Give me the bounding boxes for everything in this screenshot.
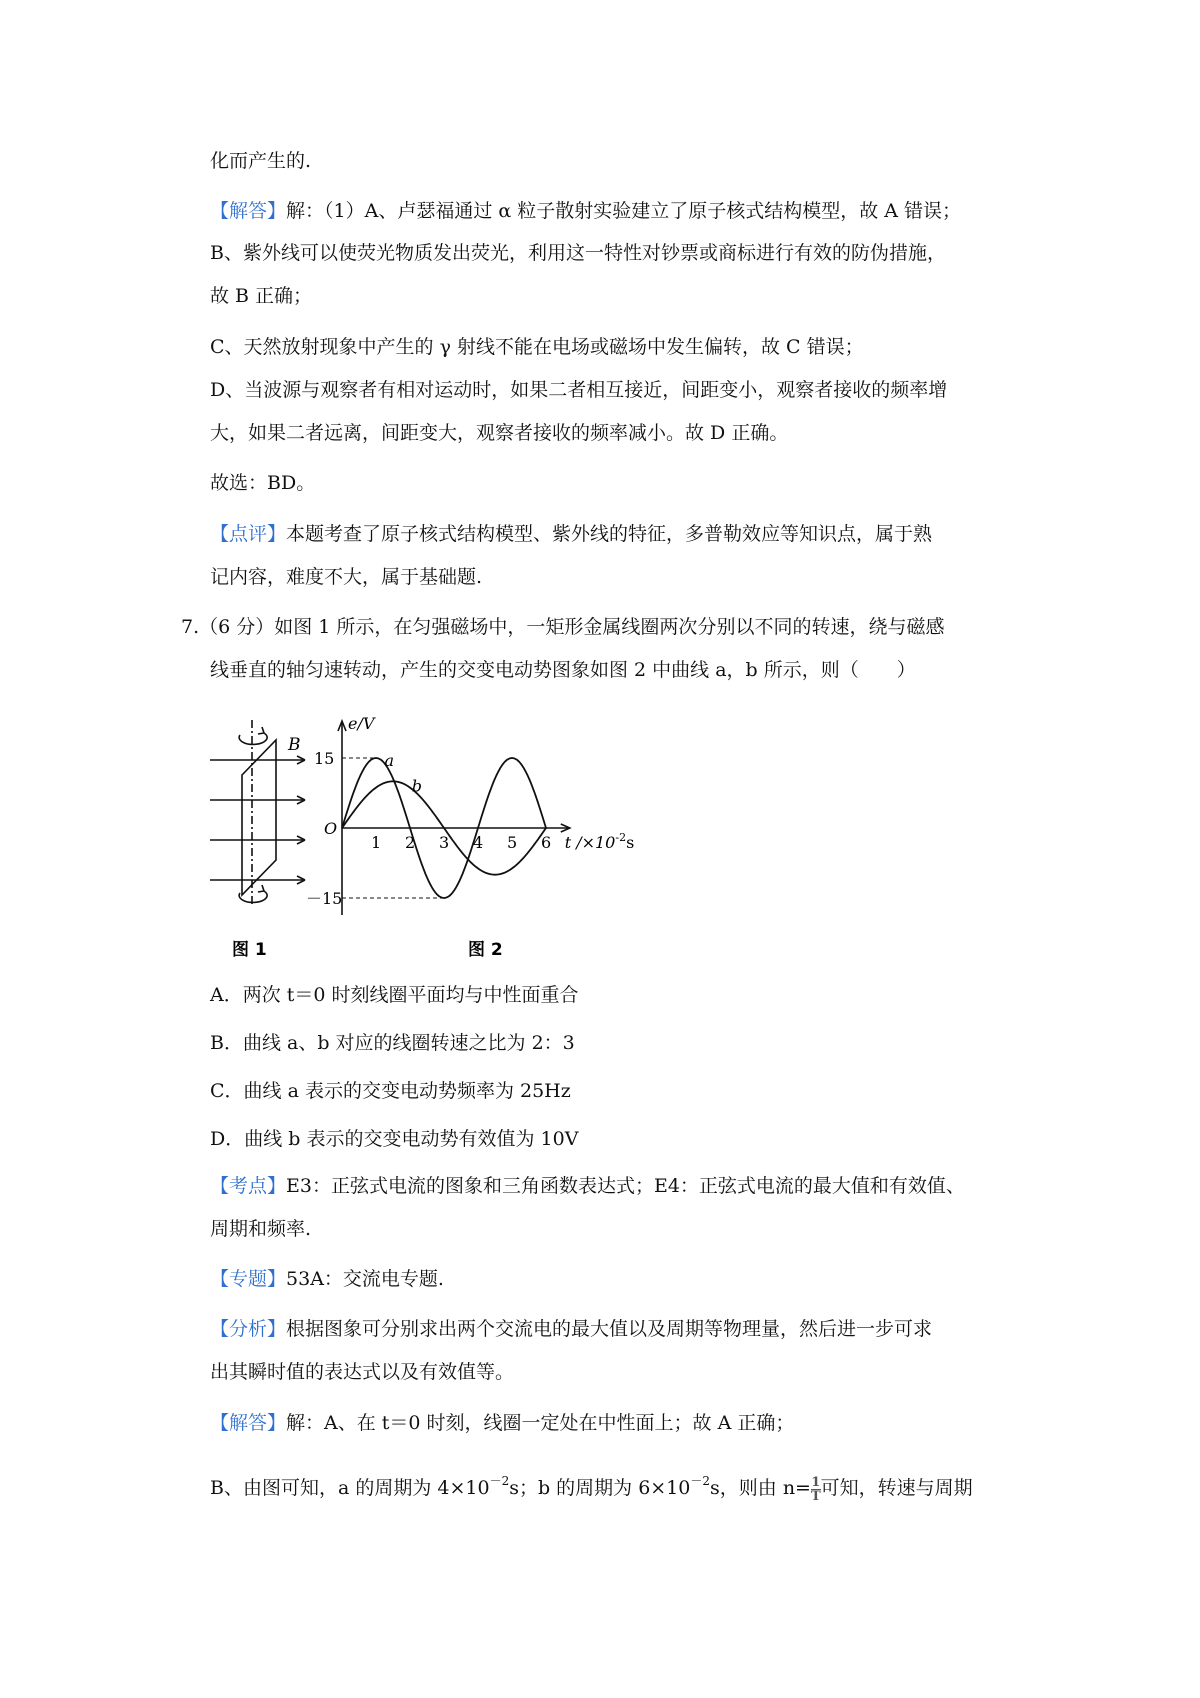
option-b: B．曲线 a、b 对应的线圈转速之比为 2：3 [210, 1032, 575, 1054]
option-c: C．曲线 a 表示的交变电动势频率为 25Hz [210, 1080, 571, 1102]
answer-tag: 【解答】 [210, 200, 287, 222]
curve-a-label: a [384, 751, 395, 770]
arrowhead [258, 727, 264, 734]
figure [210, 715, 680, 960]
text-line: D、当波源与观察者有相对运动时，如果二者相互接近，间距变小，观察者接收的频率增 [210, 379, 948, 401]
curve-b-label: b [411, 776, 422, 796]
x-tick-label: 5 [507, 833, 518, 852]
fraction [811, 1476, 821, 1503]
x-axis-label-exp: -2 [615, 831, 627, 844]
kaodian-tag: 【考点】 [210, 1175, 287, 1197]
y-tick-bottom: －15 [306, 889, 343, 908]
comment-tag: 【点评】 [210, 523, 287, 545]
x-tick-label: 3 [439, 833, 450, 852]
x-tick-labels [371, 833, 551, 852]
text-line: 出其瞬时值的表达式以及有效值等。 [210, 1361, 515, 1383]
text-line [210, 1475, 1030, 1503]
x-axis-label-text: t /×10 [564, 833, 616, 852]
question-number: 7. [181, 616, 200, 638]
coil-loop [242, 740, 276, 895]
field-arrowheads [297, 756, 305, 884]
x-axis-label-unit: s [626, 833, 635, 852]
exponent: －2 [489, 1474, 510, 1488]
text-line: C、天然放射现象中产生的 γ 射线不能在电场或磁场中发生偏转，故 C 错误； [210, 336, 864, 358]
text-line: 故 B 正确； [210, 285, 313, 307]
x-tick-label: 2 [405, 833, 416, 852]
option-a: A．两次 t＝0 时刻线圈平面均与中性面重合 [210, 984, 579, 1006]
field-label: B [288, 735, 301, 755]
text-part: s；b 的周期为 6×10 [509, 1477, 691, 1499]
text-part: 可知，转速与周期 [820, 1477, 973, 1499]
text-line: B、紫外线可以使荧光物质发出荧光，利用这一特性对钞票或商标进行有效的防伪措施， [210, 242, 946, 264]
fenxi-line [210, 1316, 1030, 1342]
arrowhead [258, 885, 264, 892]
jieda-tag: 【解答】 [210, 1412, 287, 1434]
fig2-chart [306, 715, 634, 915]
fenxi-tag: 【分析】 [210, 1318, 287, 1340]
jieda-line [210, 1410, 1030, 1436]
fraction-numerator: 1 [811, 1474, 821, 1490]
y-tick-top: 15 [314, 749, 335, 768]
zhuanti-tag: 【专题】 [210, 1268, 287, 1290]
x-tick-label: 6 [541, 833, 552, 852]
text-part: s，则由 n= [710, 1477, 811, 1499]
text-line: 大，如果二者远离，间距变大，观察者接收的频率减小。故 D 正确。 [210, 422, 789, 444]
x-tick-label: 4 [473, 833, 484, 852]
text-line: 周期和频率. [210, 1218, 312, 1240]
figure-svg [210, 715, 680, 960]
text-line: 故选：BD。 [210, 472, 316, 494]
question-text [181, 614, 1031, 640]
answer-text: 解：（1）A、卢瑟福通过 α 粒子散射实验建立了原子核式结构模型，故 A 错误； [286, 200, 962, 222]
rotation-arrow-top-icon [239, 733, 267, 744]
text-line [210, 521, 1030, 547]
origin-label: O [324, 819, 338, 838]
zhuanti-line [210, 1266, 1030, 1292]
exponent: －2 [690, 1474, 711, 1488]
text-line [210, 198, 1030, 224]
jieda-text: 解：A、在 t＝0 时刻，线圈一定处在中性面上；故 A 正确； [286, 1412, 795, 1434]
question-line-1: （6 分）如图 1 所示，在匀强磁场中，一矩形金属线圈两次分别以不同的转速，绕与磁感 [199, 616, 945, 638]
x-tick-label: 1 [371, 833, 382, 852]
question-text: 线垂直的轴匀速转动，产生的交变电动势图象如图 2 中曲线 a，b 所示，则（ ） [210, 659, 916, 681]
text-line: 化而产生的. [210, 150, 312, 172]
text-line: 记内容，难度不大，属于基础题. [210, 566, 483, 588]
fenxi-text: 根据图象可分别求出两个交流电的最大值以及周期等物理量，然后进一步可求 [286, 1318, 933, 1340]
fraction-denominator: T [810, 1488, 821, 1504]
comment-text: 本题考查了原子核式结构模型、紫外线的特征，多普勒效应等知识点，属于熟 [286, 523, 933, 545]
fig1-caption: 图 1 [232, 940, 267, 960]
fig2-caption: 图 2 [468, 940, 503, 960]
x-axis-label [565, 831, 635, 852]
option-d: D．曲线 b 表示的交变电动势有效值为 10V [210, 1128, 579, 1150]
kaodian-line [210, 1173, 1030, 1199]
zhuanti-text: 53A：交流电专题. [286, 1268, 444, 1290]
text-part: B、由图可知，a 的周期为 4×10 [210, 1477, 490, 1499]
kaodian-text: E3：正弦式电流的图象和三角函数表达式；E4：正弦式电流的最大值和有效值、 [286, 1175, 965, 1197]
y-axis-label: e/V [348, 715, 375, 733]
